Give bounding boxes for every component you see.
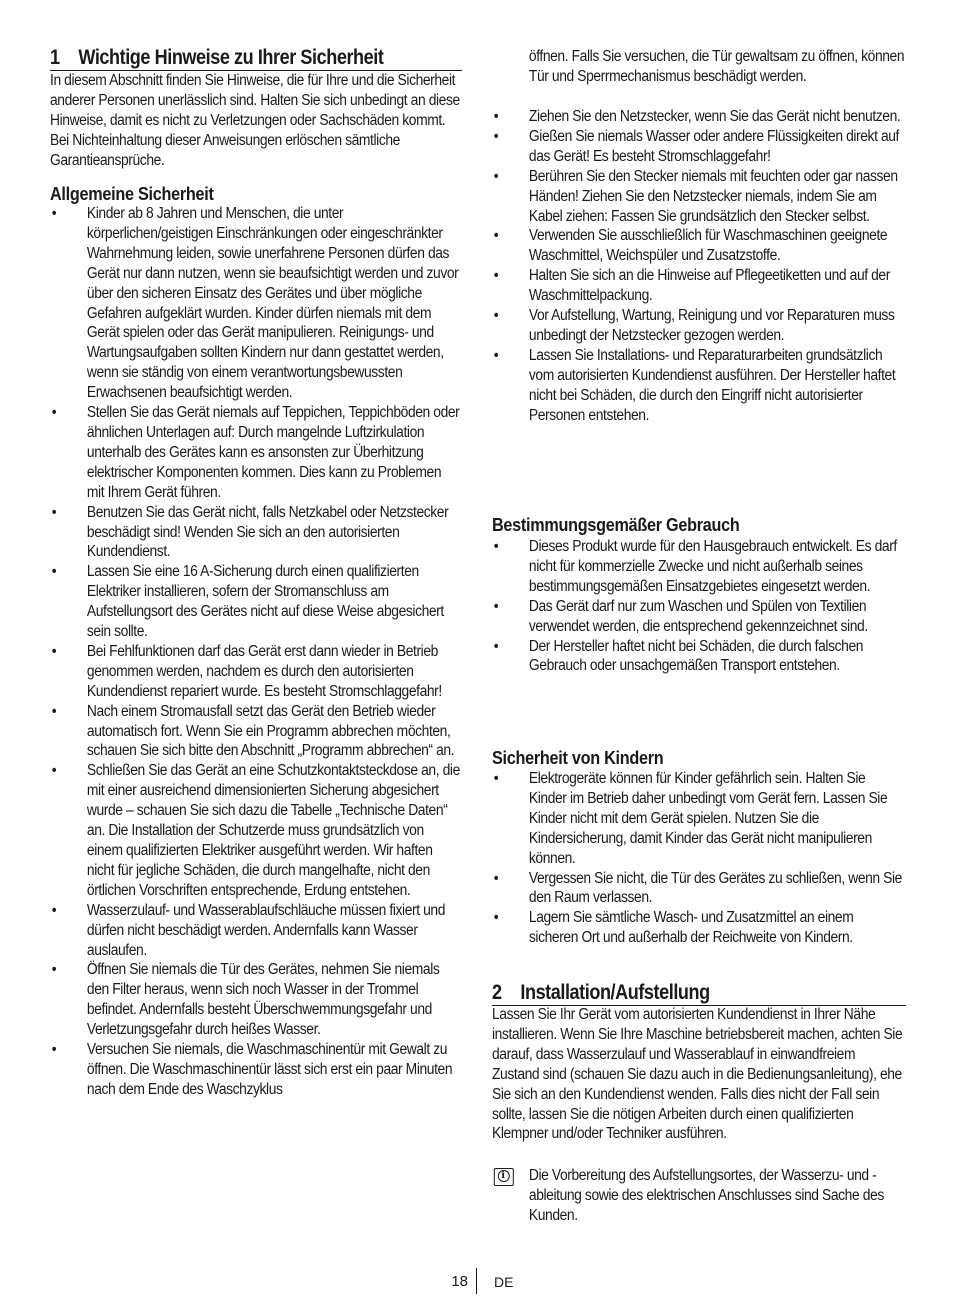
bullet: •	[51, 1041, 57, 1059]
bullet: •	[493, 538, 499, 555]
allgemeine-list-continued	[492, 107, 906, 426]
list-item: • Schließen Sie das Gerät an eine Schutzkontaktsteckdose an, die mit einer ausreichend dimensionierten Sicherung abgesichert wurde – schauen Sie sich dazu die Tabelle „Technische Daten“ an. Die Installation der Schutzerde muss grundsätzlich von einem qualifizierten Elektriker ausgeführt werden. Wir haften nicht für jegliche Schäden, die durch mangelhafte, nicht den örtlichen Vorschriften entsprechende, Erdung entstehen.	[51, 762, 460, 899]
bestimmung-heading: Bestimmungsgemäßer Gebrauch	[492, 515, 740, 535]
bullet: •	[493, 307, 499, 325]
bullet: •	[493, 108, 499, 125]
bullet: •	[51, 901, 57, 919]
bullet: •	[51, 503, 57, 521]
section2-title: Installation/Aufstellung	[520, 981, 710, 1004]
bullet: •	[51, 404, 57, 422]
section2-heading	[492, 981, 906, 1006]
bullet: •	[51, 702, 57, 720]
list-item: • Vor Aufstellung, Wartung, Reinigung und vor Reparaturen muss unbedingt der Netzstecker gezogen werden.	[493, 307, 895, 344]
section1-heading	[50, 46, 462, 71]
bullet: •	[51, 563, 57, 581]
list-item: • Das Gerät darf nur zum Waschen und Spülen von Textilien verwendet werden, die entsprechend gekennzeichnet sind.	[493, 597, 868, 635]
bullet: •	[493, 167, 499, 185]
kinder-list	[492, 769, 906, 948]
bullet: •	[493, 267, 499, 285]
list-item: • Vergessen Sie nicht, die Tür des Gerätes zu schließen, wenn Sie den Raum verlassen.	[493, 869, 902, 907]
list-item: • Nach einem Stromausfall setzt das Gerät den Betrieb wieder automatisch fort. Wenn Sie ein Programm abbrechen möchten, schauen Sie sich bitte den Abschnitt „Programm abbrechen“ an.	[51, 702, 455, 760]
bullet: •	[51, 642, 57, 660]
info-icon	[494, 1168, 514, 1186]
bullet: •	[493, 909, 499, 927]
kinder-heading: Sicherheit von Kindern	[492, 748, 664, 768]
list-item: • Benutzen Sie das Gerät nicht, falls Netzkabel oder Netzstecker beschädigt sind! Wenden Sie sich an den autorisierten Kundendienst.	[51, 503, 449, 561]
list-item: • Verwenden Sie ausschließlich für Waschmaschinen geeignete Waschmittel, Weichspüler und Zusatzstoffe.	[493, 227, 888, 265]
list-item: • Bei Fehlfunktionen darf das Gerät erst dann wieder in Betrieb genommen werden, nachdem es durch den autorisierten Kundendienst repariert wurde. Es besteht Stromschlaggefahr!	[51, 642, 442, 700]
list-item: • Öffnen Sie niemals die Tür des Gerätes, nehmen Sie niemals den Filter heraus, wenn sich noch Wasser in der Trommel befindet. Andernfalls besteht Überschwemmungsgefahr und Verletzungsgefahr durch heißes Wasser.	[51, 961, 440, 1039]
allgemeine-heading: Allgemeine Sicherheit	[50, 184, 214, 204]
bullet: •	[493, 869, 499, 887]
language-code: DE	[494, 1274, 514, 1290]
list-item: • Lassen Sie Installations- und Reparaturarbeiten grundsätzlich vom autorisierten Kundendienst ausführen. Der Hersteller haftet nicht bei Schäden, die durch den Eingriff nicht autorisierter Personen entstehen.	[493, 346, 896, 424]
list-item: • Berühren Sie den Stecker niemals mit feuchten oder gar nassen Händen! Ziehen Sie den Netzstecker niemals, indem Sie am Kabel ziehen: Fassen Sie grundsätzlich den Stecker selbst.	[493, 167, 898, 225]
bullet: •	[51, 762, 57, 780]
list-item: • Kinder ab 8 Jahren und Menschen, die unter körperlichen/geistigen Einschränkungen oder eingeschränkter Wahrnehmung leiden, sowie unerfahrene Personen dürfen das Gerät nur dann nutzen, wenn sie beaufsichtigt werden und zuvor über den sicheren Einsatz des Gerätes und über mögliche Gefahren aufgeklärt wurden. Kinder dürfen niemals mit dem Gerät spielen oder das Gerät manipulieren. Reinigungs- und Wartungsaufgaben sollten Kindern nur dann gestattet werden, wenn sie ständig von einem verantwortungsbewussten Erwachsenen beaufsichtigt werden.	[51, 205, 459, 402]
list-item: • Elektrogeräte können für Kinder gefährlich sein. Halten Sie Kinder im Betrieb daher unbedingt vom Gerät fern. Lassen Sie Kinder nicht mit dem Gerät spielen. Nutzen Sie die Kindersicherung, damit Kinder das Gerät nicht manipulieren können.	[493, 770, 888, 867]
continued-item: öffnen. Falls Sie versuchen, die Tür gewaltsam zu öffnen, können Tür und Sperrmechanismus beschädigt werden.	[528, 48, 905, 85]
section1-number: 1	[50, 46, 60, 69]
bullet: •	[493, 770, 499, 787]
bullet: •	[493, 127, 499, 145]
bullet: •	[51, 205, 57, 222]
section1-intro: In diesem Abschnitt finden Sie Hinweise, die für Ihre und die Sicherheit anderer Personen unerlässlich sind. Halten Sie sich unbedingt an diese Hinweise, damit es nicht zu Verletzungen oder Sachschäden kommt. Bei Nichteinhaltung dieser Anweisungen erlöschen sämtliche Garantieansprüche.	[50, 72, 460, 169]
bullet: •	[493, 597, 499, 615]
footer-divider	[476, 1268, 477, 1294]
list-item: • Lagern Sie sämtliche Wasch- und Zusatzmittel an einem sicheren Ort und außerhalb der Reichweite von Kindern.	[493, 909, 854, 947]
info-note-text: Die Vorbereitung des Aufstellungsortes, der Wasserzu- und -ableitung sowie des elektrischen Anschlusses sind Sache des Kunden.	[528, 1167, 884, 1224]
page-number: 18	[451, 1273, 468, 1290]
list-item: • Stellen Sie das Gerät niemals auf Teppichen, Teppichböden oder ähnlichen Unterlagen auf: Durch mangelnde Luftzirkulation unterhalb des Gerätes kann es ansonsten zur Überhitzung elektrischer Komponenten kommen. Dies kann zu Problemen mit Ihrem Gerät führen.	[51, 404, 460, 501]
bestimmung-list	[492, 537, 906, 676]
info-note	[492, 1166, 906, 1226]
allgemeine-list	[50, 204, 462, 1100]
list-item: • Lassen Sie eine 16 A-Sicherung durch einen qualifizierten Elektriker installieren, sofern der Stromanschluss am Aufstellungsort des Gerätes nicht auf diese Weise abgesichert sein sollte.	[51, 563, 444, 641]
list-item: • Gießen Sie niemals Wasser oder andere Flüssigkeiten direkt auf das Gerät! Es besteht Stromschlaggefahr!	[493, 127, 900, 165]
section2-intro: Lassen Sie Ihr Gerät vom autorisierten Kundendienst in Ihrer Nähe installieren. Wenn Sie Ihre Maschine betriebsbereit machen, achten Sie darauf, dass Wasserzulauf und Wasserablauf in einwandfreiem Zustand sind (schauen Sie dazu auch in die Bedienungsanleitung), ehe Sie sich an den Kundendienst wenden. Falls dies nicht der Fall sein sollte, lassen Sie die nötigen Arbeiten durch einen qualifizierten Klempner und/oder Techniker ausführen.	[492, 1006, 903, 1143]
bullet: •	[493, 346, 499, 364]
list-item: • Der Hersteller haftet nicht bei Schäden, die durch falschen Gebrauch oder unsachgemäßen Transport entstehen.	[493, 637, 864, 675]
section2-number: 2	[492, 981, 502, 1004]
bullet: •	[493, 637, 499, 655]
list-item: • Wasserzulauf- und Wasserablaufschläuche müssen fixiert und dürfen nicht beschädigt werden. Andernfalls kann Wasser auslaufen.	[51, 901, 446, 959]
section1-title: Wichtige Hinweise zu Ihrer Sicherheit	[78, 46, 384, 69]
list-item: • Dieses Produkt wurde für den Hausgebrauch entwickelt. Es darf nicht für kommerzielle Zwecke und nicht außerhalb seines bestimmungsgemäßen Einsatzgebietes eingesetzt werden.	[493, 538, 897, 595]
list-item: • Halten Sie sich an die Hinweise auf Pflegeetiketten und auf der Waschmittelpackung.	[493, 267, 890, 305]
bullet: •	[493, 227, 499, 245]
list-item: • Ziehen Sie den Netzstecker, wenn Sie das Gerät nicht benutzen.	[493, 108, 901, 125]
bullet: •	[51, 961, 57, 979]
list-item: • Versuchen Sie niemals, die Waschmaschinentür mit Gewalt zu öffnen. Die Waschmaschinentür lässt sich erst ein paar Minuten nach dem Ende des Waschzyklus	[51, 1041, 453, 1098]
